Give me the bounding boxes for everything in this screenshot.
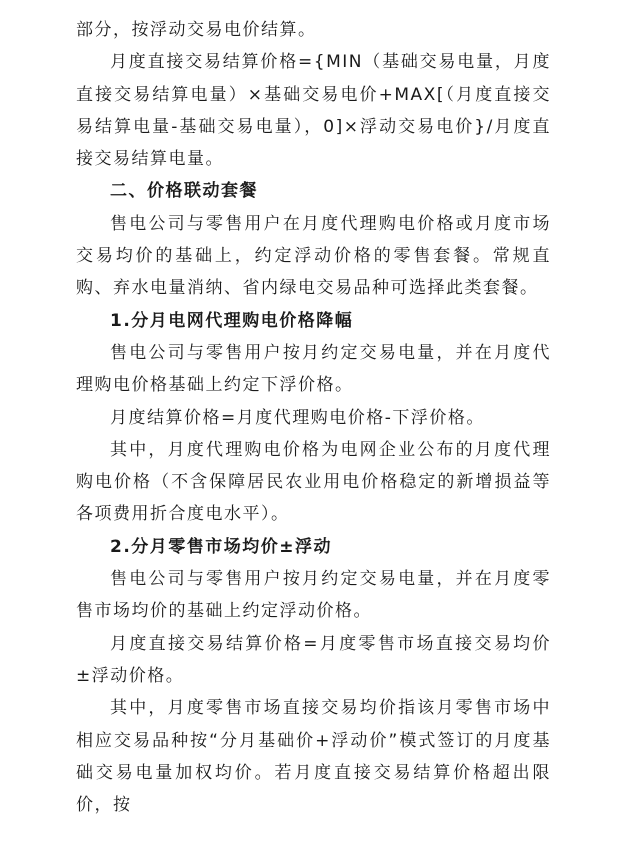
paragraph: 售电公司与零售用户在月度代理购电价格或月度市场交易均价的基础上，约定浮动价格的零售套餐。常规直购、弃水电量消纳、省内绿电交易品种可选择此类套餐。	[76, 213, 551, 299]
paragraph: 月度直接交易结算价格=月度零售市场直接交易均价±浮动价格。	[76, 633, 551, 686]
paragraph: 售电公司与零售用户按月约定交易电量，并在月度零售市场均价的基础上约定浮动价格。	[76, 569, 551, 622]
paragraph: 月度结算价格=月度代理购电价格-下浮价格。	[110, 407, 485, 428]
subsection-heading: 2.分月零售市场均价±浮动	[110, 536, 333, 557]
paragraph: 其中，月度代理购电价格为电网企业公布的月度代理购电价格（不含保障居民农业用电价格稳定的新增损益等各项费用折合度电水平）。	[76, 439, 551, 525]
paragraph: 月度直接交易结算价格={MIN（基础交易电量，月度直接交易结算电量）×基础交易电价+MAX[（月度直接交易结算电量-基础交易电量），0]×浮动交易电价}/月度直接交易结算电量。	[76, 52, 551, 170]
section-heading: 二、价格联动套餐	[110, 181, 258, 202]
subsection-heading: 1.分月电网代理购电价格降幅	[110, 310, 354, 331]
paragraph: 部分，按浮动交易电价结算。	[76, 20, 317, 40]
paragraph: 其中，月度零售市场直接交易均价指该月零售市场中相应交易品种按“分月基础价+浮动价”模式签订的月度基础交易电量加权均价。若月度直接交易结算价格超出限价，按	[76, 698, 551, 816]
paragraph: 售电公司与零售用户按月约定交易电量，并在月度代理购电价格基础上约定下浮价格。	[76, 342, 551, 396]
